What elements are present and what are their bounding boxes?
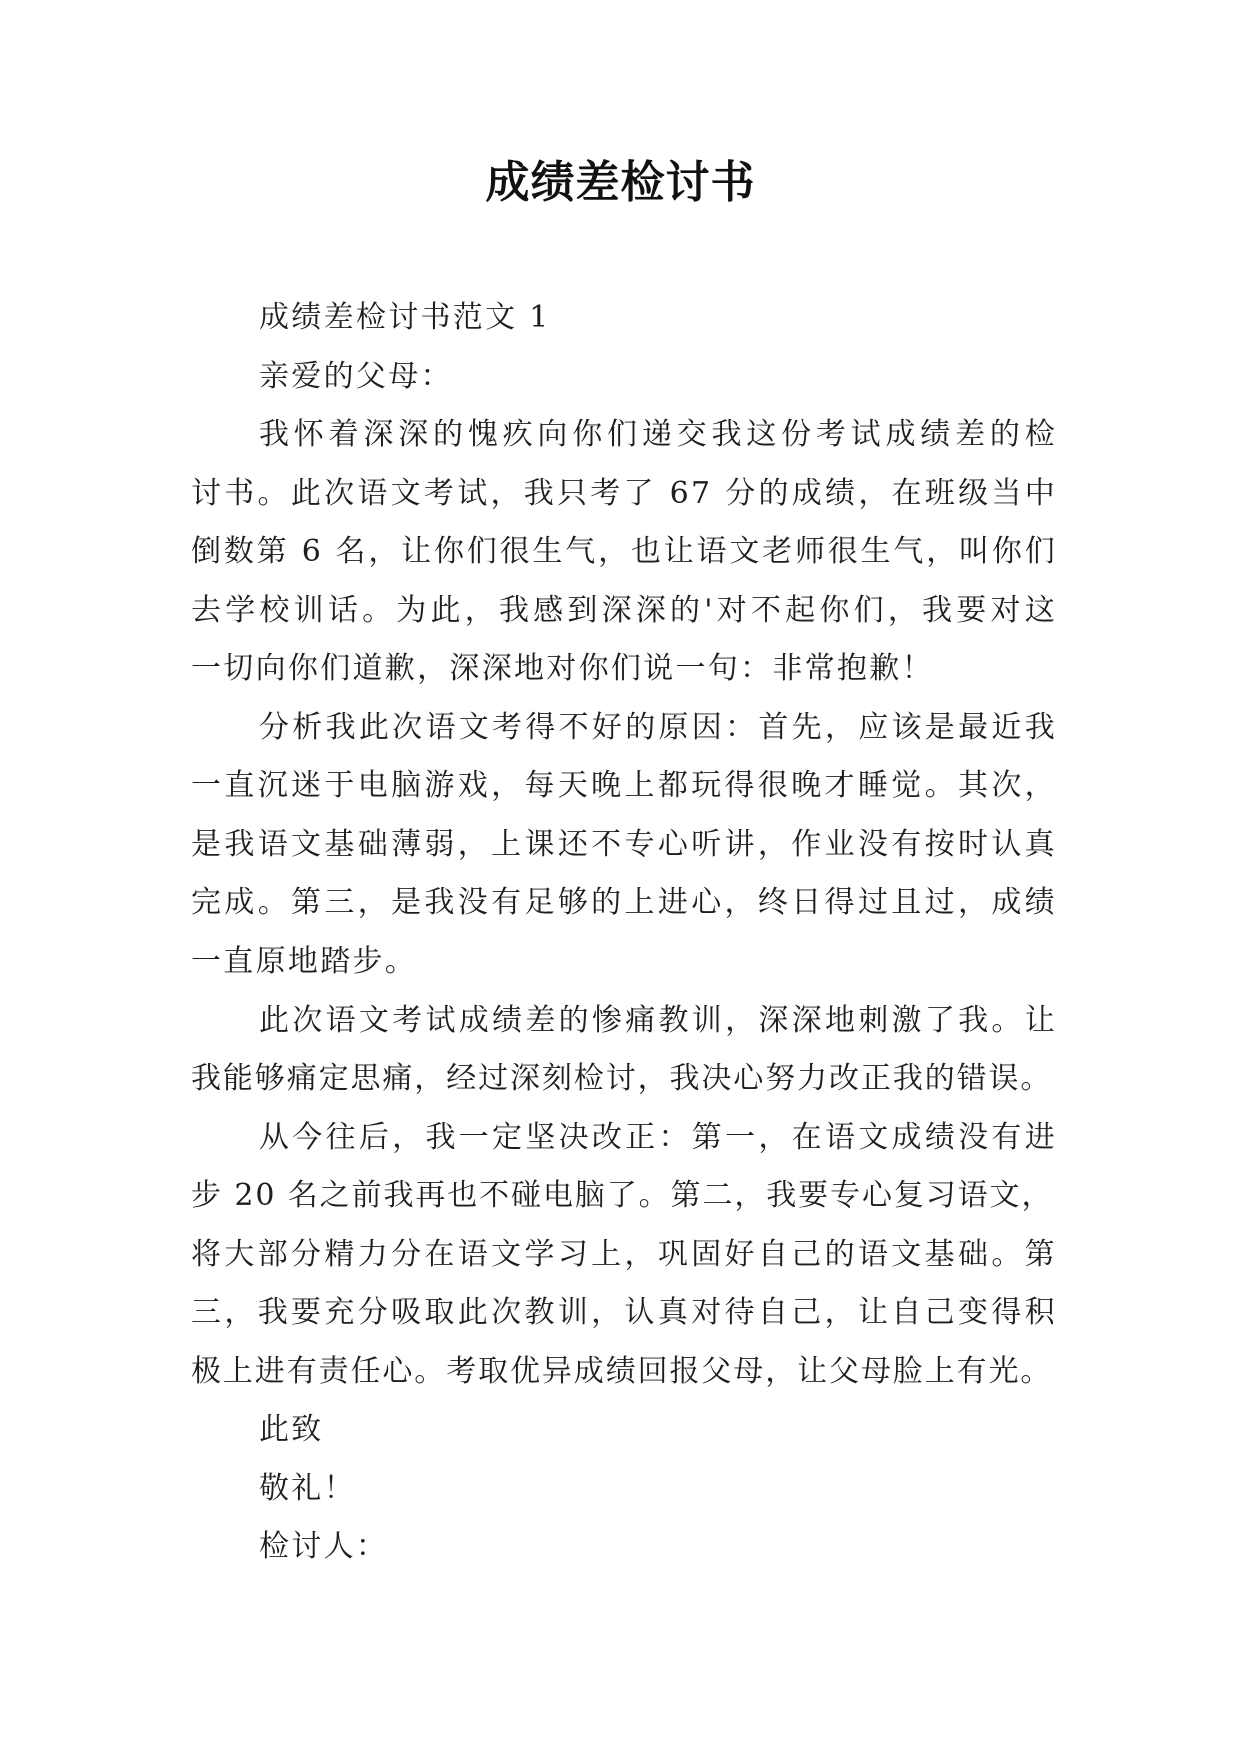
text-line: 三，我要充分吸取此次教训，认真对待自己，让自己变得积 bbox=[191, 1295, 1057, 1331]
text-line: 我怀着深深的愧疚向你们递交我这份考试成绩差的检 bbox=[259, 417, 1057, 453]
closing-salute bbox=[191, 1460, 1057, 1519]
text-line: 此致 bbox=[259, 1412, 324, 1448]
text-line: 敬礼！ bbox=[259, 1470, 356, 1506]
text-line: 一切向你们道歉，深深地对你们说一句：非常抱歉！ bbox=[191, 651, 934, 687]
body-paragraph bbox=[191, 1109, 1057, 1402]
text-line: 分析我此次语文考得不好的原因：首先，应该是最近我 bbox=[259, 709, 1057, 745]
document-body bbox=[191, 289, 1057, 1577]
body-paragraph bbox=[191, 406, 1057, 699]
text-line: 完成。第三，是我没有足够的上进心，终日得过且过，成绩 bbox=[191, 885, 1057, 921]
text-line: 讨书。此次语文考试，我只考了 67 分的成绩，在班级当中 bbox=[191, 475, 1057, 511]
text-line: 倒数第 6 名，让你们很生气，也让语文老师很生气，叫你们 bbox=[191, 534, 1057, 570]
text-line: 从今往后，我一定坚决改正：第一，在语文成绩没有进 bbox=[259, 1119, 1057, 1155]
text-line: 成绩差检讨书范文 1 bbox=[259, 300, 551, 335]
text-line: 步 20 名之前我再也不碰电脑了。第二，我要专心复习语文， bbox=[191, 1178, 1054, 1214]
text-line: 此次语文考试成绩差的惨痛教训，深深地刺激了我。让 bbox=[259, 1002, 1057, 1038]
text-line: 我能够痛定思痛，经过深刻检讨，我决心努力改正我的错误。 bbox=[191, 1061, 1053, 1097]
text-line: 亲爱的父母： bbox=[259, 358, 453, 394]
body-paragraph bbox=[191, 699, 1057, 992]
sample-heading bbox=[191, 289, 1057, 348]
text-line: 检讨人： bbox=[259, 1529, 389, 1565]
text-line: 将大部分精力分在语文学习上，巩固好自己的语文基础。第 bbox=[191, 1236, 1057, 1272]
closing-phrase bbox=[191, 1401, 1057, 1460]
signature-label bbox=[191, 1518, 1057, 1577]
text-line: 去学校训话。为此，我感到深深的'对不起你们，我要对这 bbox=[191, 592, 1057, 628]
text-line: 是我语文基础薄弱，上课还不专心听讲，作业没有按时认真 bbox=[191, 826, 1057, 862]
text-line: 极上进有责任心。考取优异成绩回报父母，让父母脸上有光。 bbox=[191, 1353, 1053, 1389]
document-title: 成绩差检讨书 bbox=[485, 157, 756, 208]
salutation bbox=[191, 348, 1057, 407]
text-line: 一直沉迷于电脑游戏，每天晚上都玩得很晚才睡觉。其次， bbox=[191, 768, 1057, 804]
body-paragraph bbox=[191, 992, 1057, 1109]
text-line: 一直原地踏步。 bbox=[191, 944, 418, 980]
